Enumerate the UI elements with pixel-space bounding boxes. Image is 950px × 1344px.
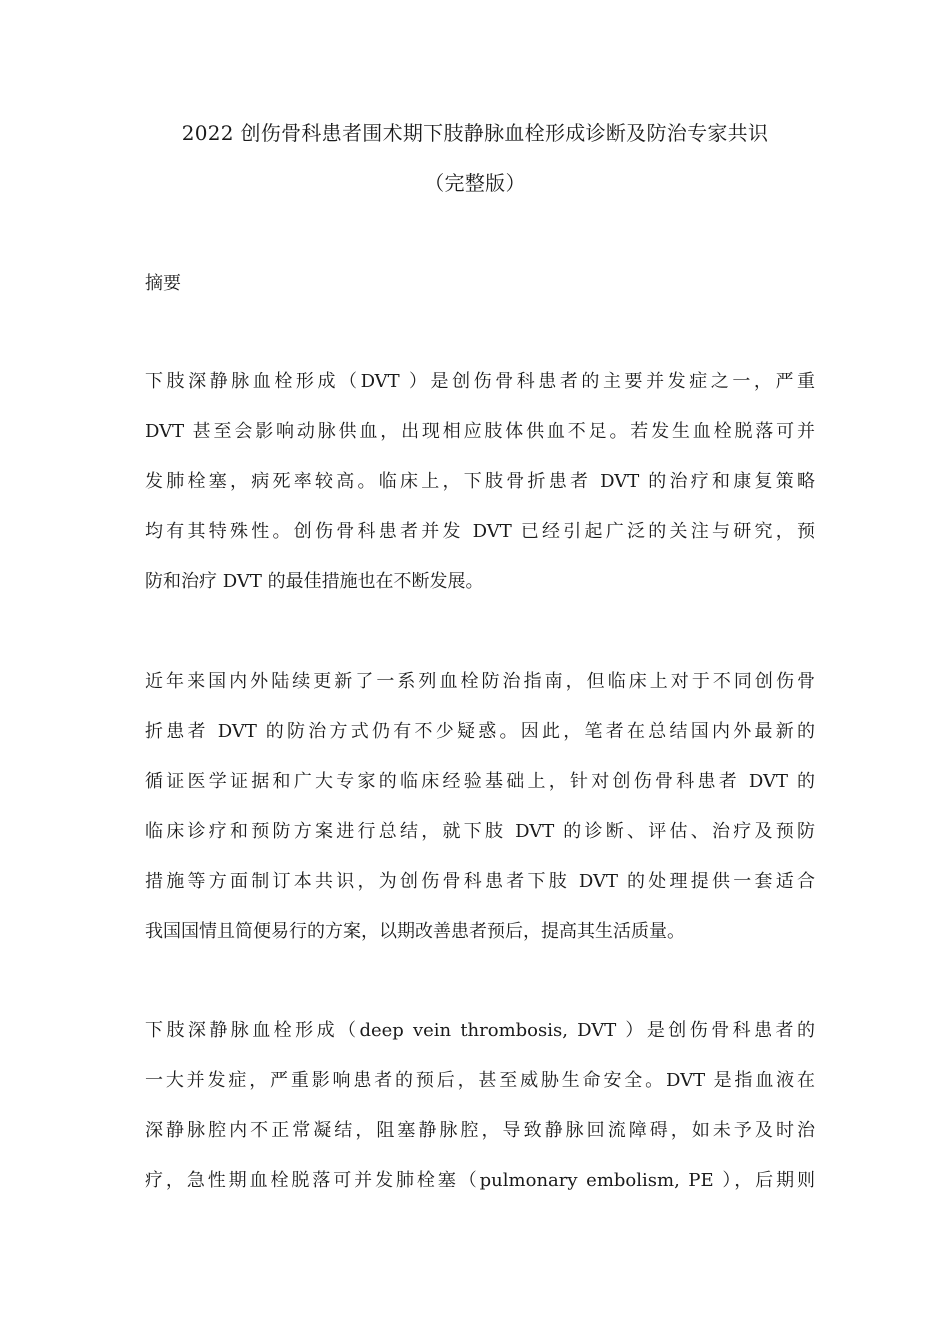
paragraph-line: DVT 甚至会影响动脉供血，出现相应肢体供血不足。若发生血栓脱落可并 [145,421,815,442]
paragraph-line: 下肢深静脉血栓形成（deep vein thrombosis, DVT ）是创伤骨科患者的 [145,1020,815,1041]
paragraph-line: 一大并发症，严重影响患者的预后，甚至威胁生命安全。DVT 是指血液在 [145,1070,815,1091]
paragraph-line: 疗，急性期血栓脱落可并发肺栓塞（pulmonary embolism, PE ），后期则 [145,1170,815,1191]
section-heading-abstract: 摘要 [145,273,181,294]
paragraph-1 [145,368,815,618]
paragraph-line: 防和治疗 DVT 的最佳措施也在不断发展。 [145,571,484,592]
paragraph-line: 下肢深静脉血栓形成（DVT ）是创伤骨科患者的主要并发症之一，严重 [145,371,815,392]
paragraph-line: 深静脉腔内不正常凝结，阻塞静脉腔，导致静脉回流障碍，如未予及时治 [145,1120,815,1141]
document-subtitle: （完整版） [424,171,526,195]
paragraph-line: 措施等方面制订本共识，为创伤骨科患者下肢 DVT 的处理提供一套适合 [145,871,815,892]
document-title: 2022 创伤骨科患者围术期下肢静脉血栓形成诊断及防治专家共识 [181,121,769,145]
paragraph-line: 我国国情且简便易行的方案，以期改善患者预后，提高其生活质量。 [145,921,685,942]
paragraph-3 [145,1017,815,1217]
paragraph-line: 发肺栓塞，病死率较高。临床上，下肢骨折患者 DVT 的治疗和康复策略 [145,471,815,492]
paragraph-line: 均有其特殊性。创伤骨科患者并发 DVT 已经引起广泛的关注与研究，预 [145,521,815,542]
paragraph-2 [145,668,815,968]
paragraph-line: 近年来国内外陆续更新了一系列血栓防治指南，但临床上对于不同创伤骨 [145,671,815,692]
paragraph-line: 循证医学证据和广大专家的临床经验基础上，针对创伤骨科患者 DVT 的 [145,771,815,792]
paragraph-line: 临床诊疗和预防方案进行总结，就下肢 DVT 的诊断、评估、治疗及预防 [145,821,815,842]
paragraph-line: 折患者 DVT 的防治方式仍有不少疑惑。因此，笔者在总结国内外最新的 [145,721,815,742]
